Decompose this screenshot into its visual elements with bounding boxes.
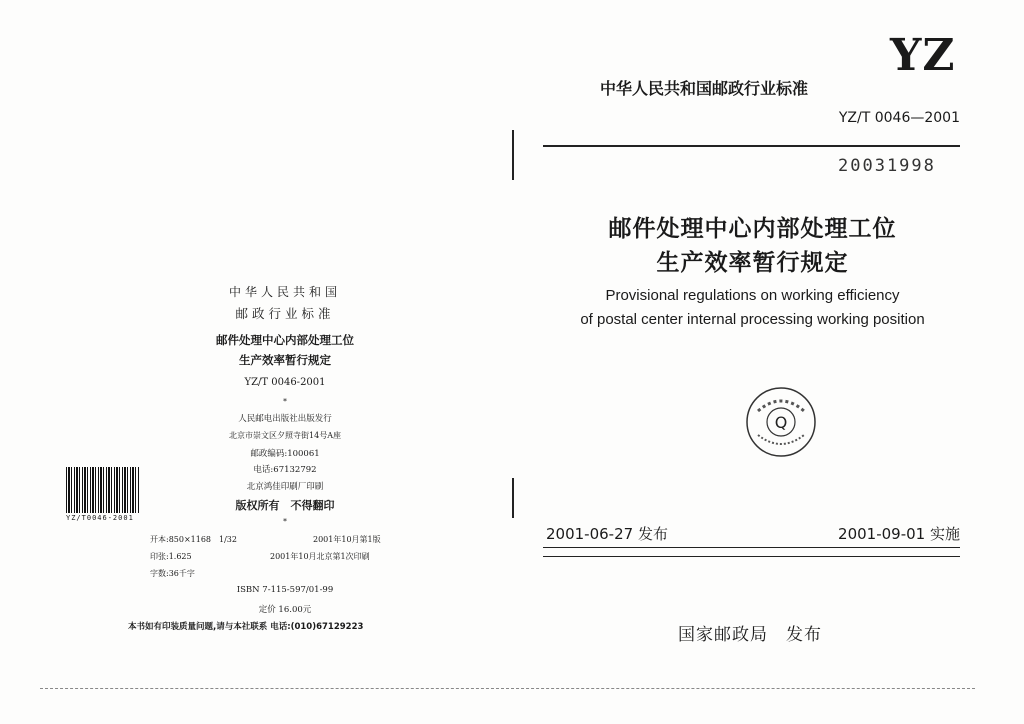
separator-star: * bbox=[283, 517, 287, 526]
binding-mark bbox=[512, 478, 514, 518]
binding-mark bbox=[512, 130, 514, 180]
quality-notice: 本书如有印装质量问题,请与本社联系 电话:(010)67129223 bbox=[128, 622, 364, 632]
edition: 2001年10月第1版 bbox=[313, 535, 381, 544]
price: 定价 16.00元 bbox=[258, 605, 312, 615]
title-en-line-2: of postal center internal processing working position bbox=[580, 311, 925, 328]
word-count: 字数:36千字 bbox=[150, 569, 195, 578]
title-line-2: 生产效率暂行规定 bbox=[239, 353, 331, 367]
rights-notice: 版权所有 不得翻印 bbox=[235, 499, 335, 512]
standard-number: YZ/T 0046-2001 bbox=[244, 377, 326, 388]
title-en-line-1: Provisional regulations on working efficiency bbox=[605, 287, 900, 304]
barcode-label: YZ/T0046-2001 bbox=[66, 514, 134, 522]
yz-logo: YZ bbox=[890, 30, 956, 81]
telephone: 电话:67132792 bbox=[253, 465, 317, 475]
archive-stamp-icon bbox=[744, 385, 818, 463]
printer: 北京鸿佳印刷厂印刷 bbox=[246, 482, 324, 492]
standard-number: YZ/T 0046—2001 bbox=[838, 110, 960, 126]
title-cn-line-1: 邮件处理中心内部处理工位 bbox=[608, 216, 897, 242]
issue-date: 2001-06-27 发布 bbox=[546, 525, 668, 543]
book-format: 开本:850×1168 1/32 bbox=[150, 535, 237, 544]
publisher: 人民邮电出版社出版发行 bbox=[238, 414, 332, 424]
issuing-authority: 国家邮政局 发布 bbox=[678, 625, 822, 645]
divider bbox=[543, 547, 960, 548]
title-line-1: 邮件处理中心内部处理工位 bbox=[216, 333, 354, 347]
stamp-letter: Q bbox=[774, 413, 788, 432]
separator-star: * bbox=[283, 397, 287, 406]
isbn: ISBN 7-115-597/01-99 bbox=[236, 585, 334, 595]
publisher-address: 北京市崇文区夕照寺街14号A座 bbox=[229, 431, 341, 440]
divider bbox=[543, 556, 960, 557]
postcode: 邮政编码:100061 bbox=[250, 449, 320, 459]
country-name: 中华人民共和国 bbox=[228, 285, 341, 299]
scan-edge-line bbox=[40, 688, 975, 689]
standard-category: 中华人民共和国邮政行业标准 bbox=[600, 79, 809, 98]
divider bbox=[543, 145, 960, 147]
sheet-count: 印张:1.625 bbox=[150, 552, 192, 561]
barcode-icon bbox=[66, 467, 140, 513]
archive-number: 20031998 bbox=[838, 156, 936, 176]
title-cn-line-2: 生产效率暂行规定 bbox=[656, 250, 849, 276]
printing-info: 2001年10月北京第1次印刷 bbox=[270, 552, 370, 561]
industry-standard-label: 邮政行业标准 bbox=[235, 306, 335, 321]
implementation-date: 2001-09-01 实施 bbox=[838, 525, 960, 543]
